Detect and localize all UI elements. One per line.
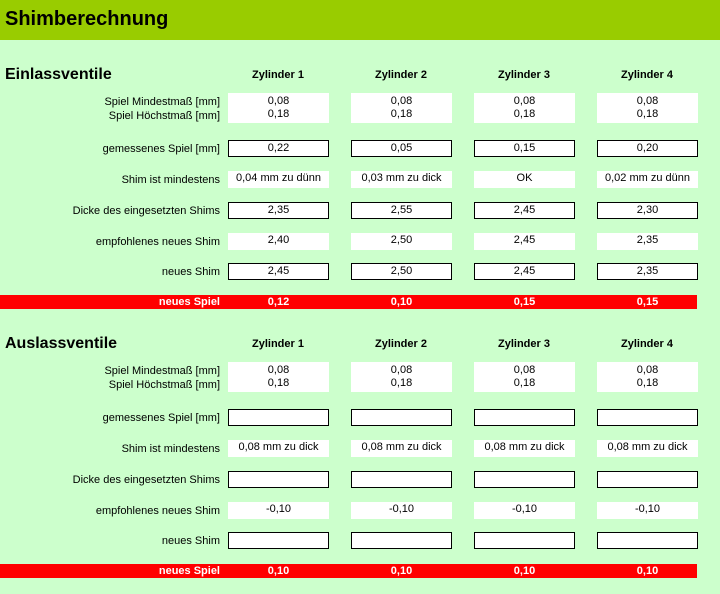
shim-status-1: 0,08 mm zu dick xyxy=(228,440,329,457)
measured-input-4[interactable]: 0,20 xyxy=(597,140,698,157)
label-current-shim: Dicke des eingesetzten Shims xyxy=(72,205,220,217)
shim-status-3: 0,08 mm zu dick xyxy=(474,440,575,457)
min-value: 0,08 xyxy=(390,364,413,376)
min-value: 0,08 xyxy=(636,95,659,107)
max-value: 0,18 xyxy=(636,108,659,120)
measured-input-3[interactable]: 0,15 xyxy=(474,140,575,157)
max-value: 0,18 xyxy=(513,108,536,120)
column-header-1: Zylinder 1 xyxy=(252,338,304,350)
label-shim-status: Shim ist mindestens xyxy=(121,174,220,186)
column-header-4: Zylinder 4 xyxy=(621,338,673,350)
shim-status-1: 0,04 mm zu dünn xyxy=(228,171,329,188)
column-header-2: Zylinder 2 xyxy=(375,338,427,350)
min-value: 0,08 xyxy=(636,364,659,376)
column-header-1: Zylinder 1 xyxy=(252,69,304,81)
new-clearance-4: 0,15 xyxy=(636,296,659,308)
recommended-shim-2: -0,10 xyxy=(351,502,452,519)
new-clearance-3: 0,15 xyxy=(513,296,536,308)
new-clearance-bar xyxy=(0,295,697,309)
column-header-4: Zylinder 4 xyxy=(621,69,673,81)
label-max-clearance: Spiel Höchstmaß [mm] xyxy=(108,379,220,391)
new-clearance-bar xyxy=(0,564,697,578)
min-value: 0,08 xyxy=(513,95,536,107)
current-shim-input-4[interactable]: 2,30 xyxy=(597,202,698,219)
max-value: 0,18 xyxy=(636,377,659,389)
new-shim-input-3[interactable]: 2,45 xyxy=(474,263,575,280)
min-max-cell-4 xyxy=(597,362,698,392)
current-shim-input-1[interactable]: 2,35 xyxy=(228,202,329,219)
label-measured-clearance: gemessenes Spiel [mm] xyxy=(102,412,220,424)
min-value: 0,08 xyxy=(267,364,290,376)
current-shim-input-3[interactable] xyxy=(474,471,575,488)
max-value: 0,18 xyxy=(390,377,413,389)
max-value: 0,18 xyxy=(390,108,413,120)
label-min-clearance: Spiel Mindestmaß [mm] xyxy=(104,365,220,377)
min-max-cell-4 xyxy=(597,93,698,123)
current-shim-input-4[interactable] xyxy=(597,471,698,488)
measured-input-2[interactable] xyxy=(351,409,452,426)
min-value: 0,08 xyxy=(390,95,413,107)
min-max-cell-1 xyxy=(228,93,329,123)
min-max-cell-2 xyxy=(351,362,452,392)
new-shim-input-4[interactable] xyxy=(597,532,698,549)
new-shim-input-2[interactable]: 2,50 xyxy=(351,263,452,280)
max-value: 0,18 xyxy=(267,108,290,120)
min-value: 0,08 xyxy=(267,95,290,107)
min-max-cell-3 xyxy=(474,362,575,392)
min-max-cell-2 xyxy=(351,93,452,123)
section-exhaust-valves xyxy=(0,335,720,585)
new-clearance-1: 0,10 xyxy=(267,565,290,577)
min-max-cell-3 xyxy=(474,93,575,123)
shim-status-4: 0,02 mm zu dünn xyxy=(597,171,698,188)
title-bar xyxy=(0,0,720,40)
label-new-shim: neues Shim xyxy=(161,266,220,278)
shim-status-2: 0,08 mm zu dick xyxy=(351,440,452,457)
recommended-shim-1: -0,10 xyxy=(228,502,329,519)
current-shim-input-1[interactable] xyxy=(228,471,329,488)
current-shim-input-2[interactable]: 2,55 xyxy=(351,202,452,219)
label-new-clearance: neues Spiel xyxy=(158,565,220,577)
column-header-2: Zylinder 2 xyxy=(375,69,427,81)
label-min-clearance: Spiel Mindestmaß [mm] xyxy=(104,96,220,108)
measured-input-4[interactable] xyxy=(597,409,698,426)
new-clearance-2: 0,10 xyxy=(390,565,413,577)
min-value: 0,08 xyxy=(513,364,536,376)
label-max-clearance: Spiel Höchstmaß [mm] xyxy=(108,110,220,122)
recommended-shim-4: 2,35 xyxy=(597,233,698,250)
section-title: Auslassventile xyxy=(5,335,118,352)
measured-input-2[interactable]: 0,05 xyxy=(351,140,452,157)
column-header-3: Zylinder 3 xyxy=(498,338,550,350)
recommended-shim-2: 2,50 xyxy=(351,233,452,250)
recommended-shim-3: -0,10 xyxy=(474,502,575,519)
new-shim-input-3[interactable] xyxy=(474,532,575,549)
section-title: Einlassventile xyxy=(5,66,112,83)
current-shim-input-3[interactable]: 2,45 xyxy=(474,202,575,219)
new-clearance-1: 0,12 xyxy=(267,296,290,308)
new-clearance-3: 0,10 xyxy=(513,565,536,577)
section-intake-valves xyxy=(0,66,720,316)
min-max-cell-1 xyxy=(228,362,329,392)
shim-status-3: OK xyxy=(474,171,575,188)
measured-input-1[interactable] xyxy=(228,409,329,426)
new-shim-input-4[interactable]: 2,35 xyxy=(597,263,698,280)
label-shim-status: Shim ist mindestens xyxy=(121,443,220,455)
recommended-shim-1: 2,40 xyxy=(228,233,329,250)
shim-status-4: 0,08 mm zu dick xyxy=(597,440,698,457)
page-title: Shimberechnung xyxy=(5,8,169,30)
label-recommended-shim: empfohlenes neues Shim xyxy=(95,236,220,248)
max-value: 0,18 xyxy=(513,377,536,389)
new-clearance-2: 0,10 xyxy=(390,296,413,308)
label-recommended-shim: empfohlenes neues Shim xyxy=(95,505,220,517)
new-shim-input-1[interactable]: 2,45 xyxy=(228,263,329,280)
new-clearance-4: 0,10 xyxy=(636,565,659,577)
new-shim-input-1[interactable] xyxy=(228,532,329,549)
new-shim-input-2[interactable] xyxy=(351,532,452,549)
recommended-shim-4: -0,10 xyxy=(597,502,698,519)
measured-input-3[interactable] xyxy=(474,409,575,426)
measured-input-1[interactable]: 0,22 xyxy=(228,140,329,157)
column-header-3: Zylinder 3 xyxy=(498,69,550,81)
label-new-clearance: neues Spiel xyxy=(158,296,220,308)
recommended-shim-3: 2,45 xyxy=(474,233,575,250)
shim-status-2: 0,03 mm zu dick xyxy=(351,171,452,188)
max-value: 0,18 xyxy=(267,377,290,389)
label-measured-clearance: gemessenes Spiel [mm] xyxy=(102,143,220,155)
label-new-shim: neues Shim xyxy=(161,535,220,547)
current-shim-input-2[interactable] xyxy=(351,471,452,488)
label-current-shim: Dicke des eingesetzten Shims xyxy=(72,474,220,486)
